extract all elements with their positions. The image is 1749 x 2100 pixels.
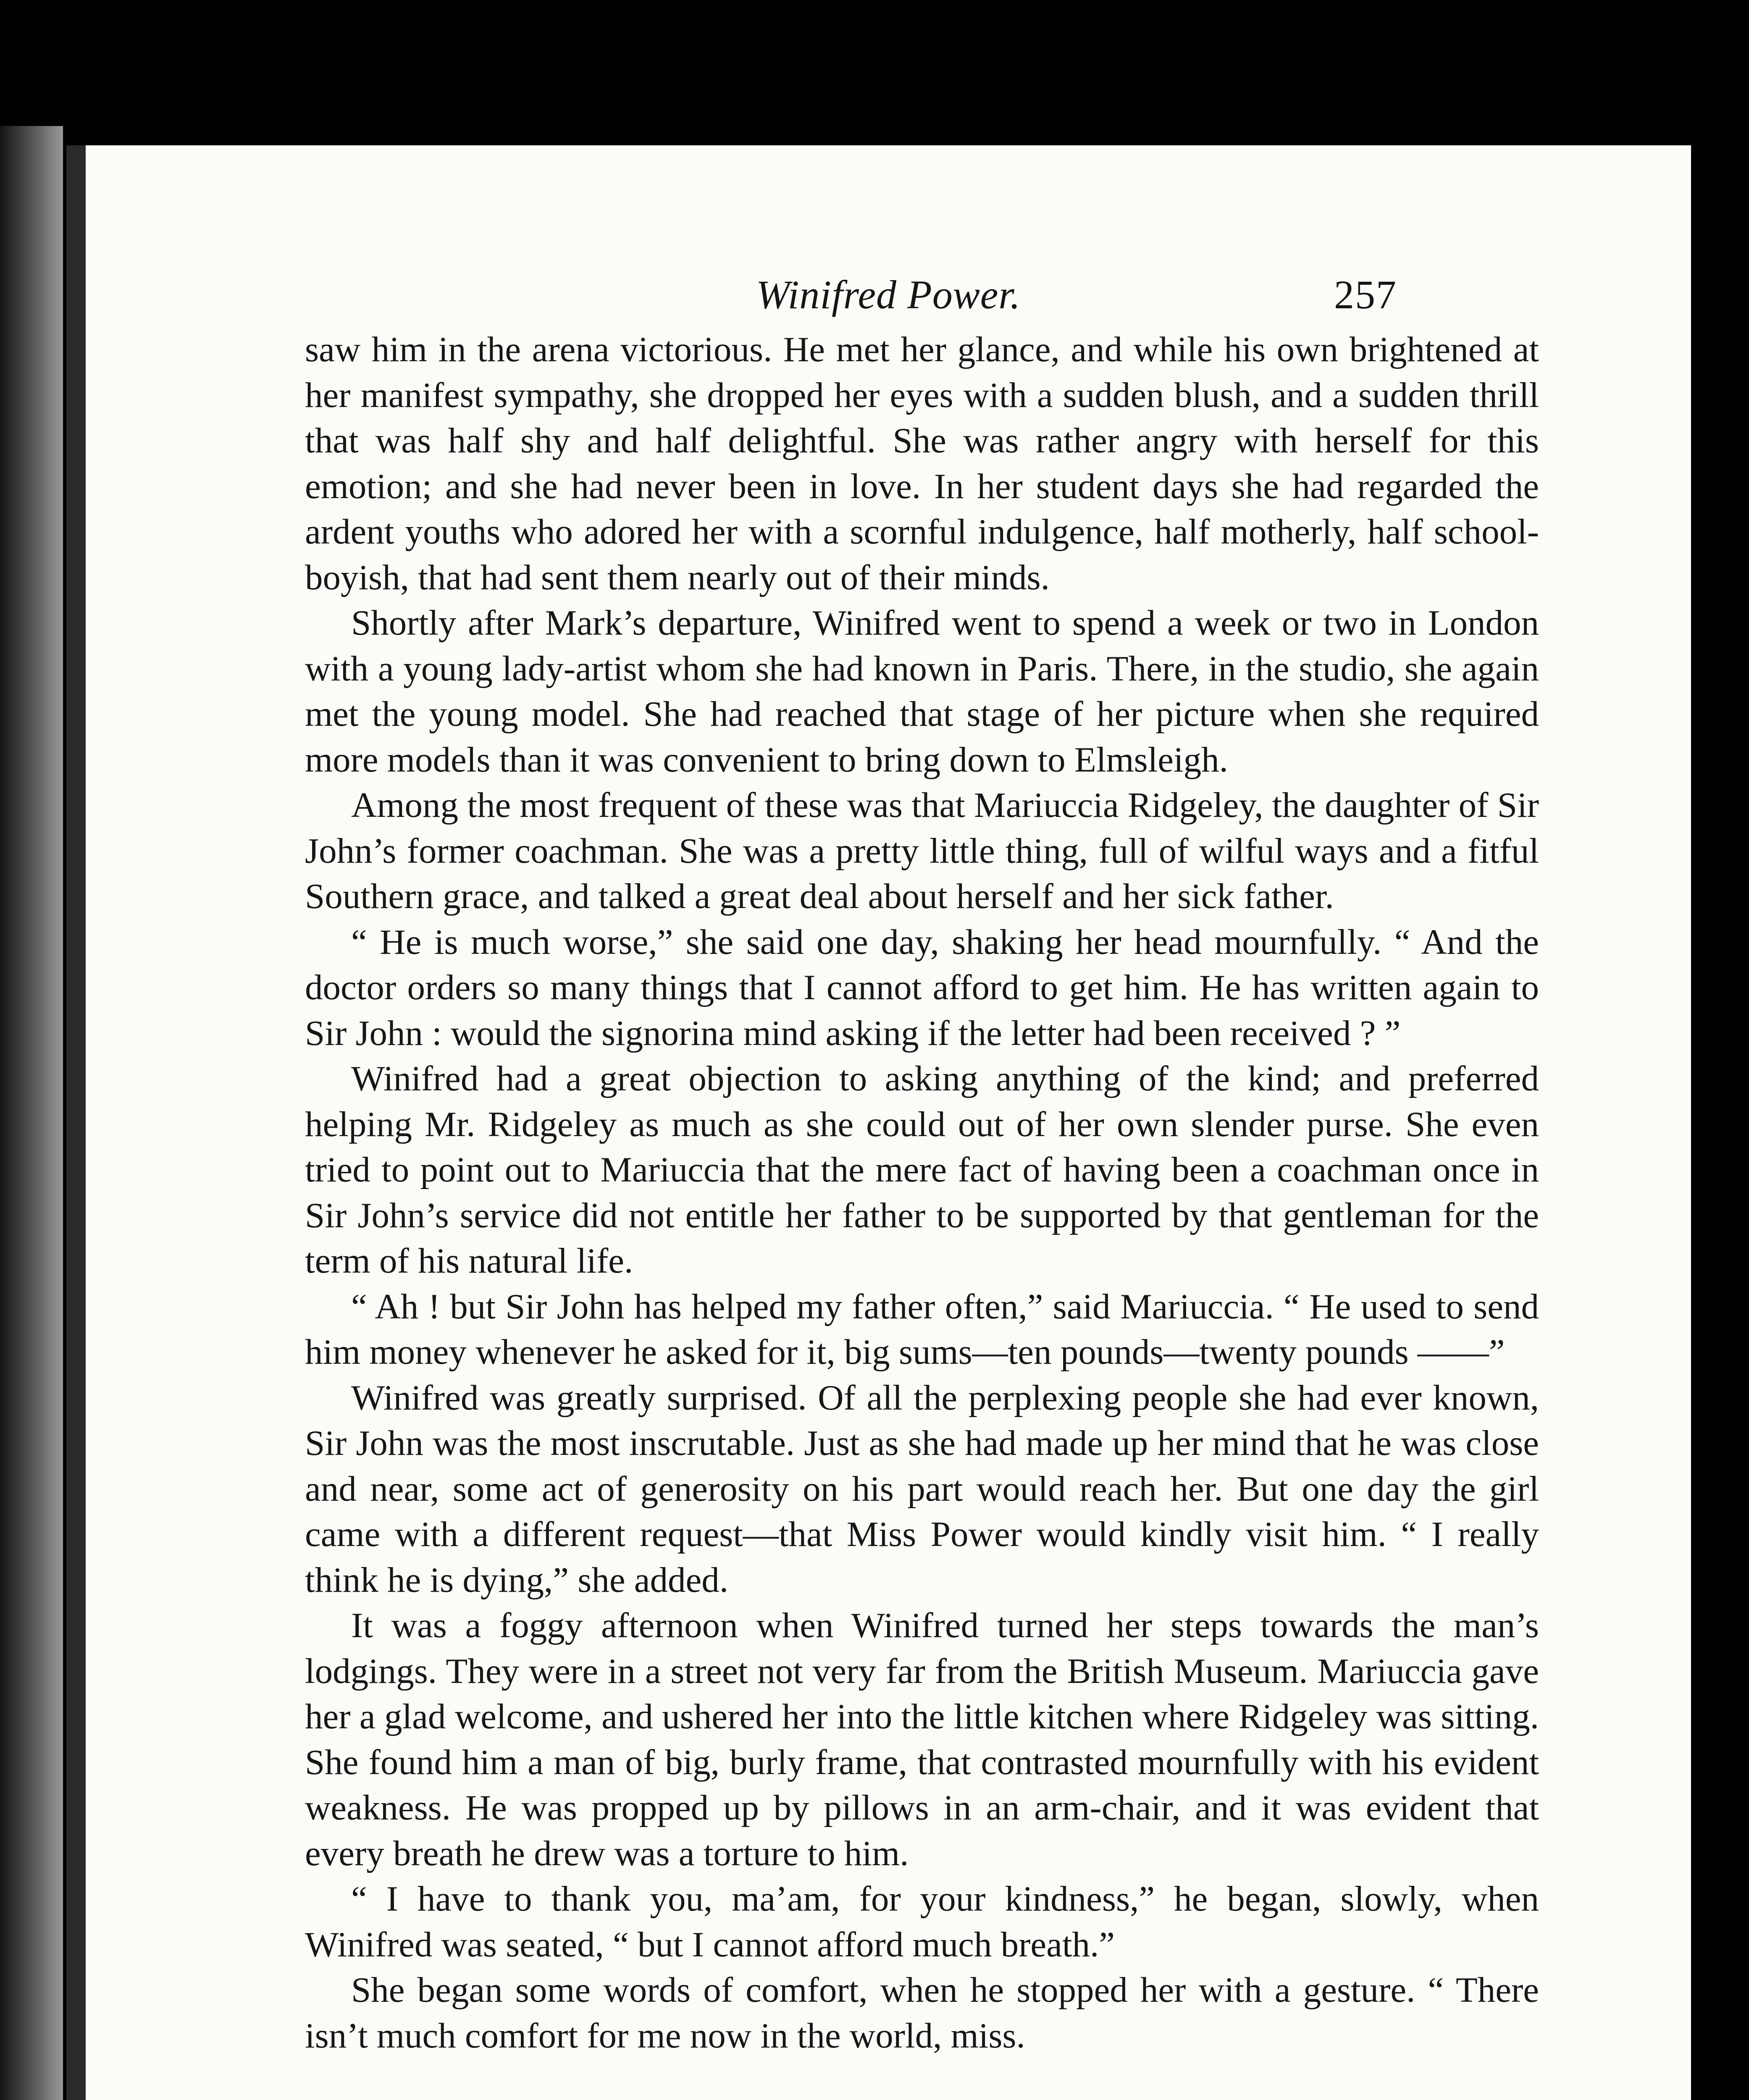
- paragraph: Shortly after Mark’s departure, Winifred went to spend a week or two in London with a young lady-artist whom she had known in Paris. There, in the studio, she again met the young model. She had reached that stage of her picture when she required more models than it was convenient to bring down to Elmsleigh.: [305, 603, 1539, 780]
- paragraph: Winifred was greatly surprised. Of all the perplexing people she had ever known, Sir John was the most inscrutable. Just as she had made up her mind that he was close and near, some act of generosity on his part would reach her. But one day the girl came with a different request—that Miss Power would kindly visit him. “ I really think he is dying,” she added.: [305, 1378, 1539, 1600]
- paragraph: It was a foggy afternoon when Winifred turned her steps towards the man’s lodgings. They were in a street not very far from the British Museum. Mariuccia gave her a glad welcome, and ushered her into the little kitchen where Ridgeley was sitting. She found him a man of big, burly frame, that contrasted mournfully with his evident weakness. He was propped up by pillows in an arm-chair, and it was evident that every breath he drew was a torture to him.: [305, 1606, 1539, 1873]
- paragraph: She began some words of comfort, when he stopped her with a gesture. “ There isn’t much comfort for me now in the world, miss.: [305, 1970, 1539, 2055]
- paragraph: “ He is much worse,” she said one day, shaking her head mournfully. “ And the doctor orders so many things that I cannot afford to get him. He has written again to Sir John : would the signorina mind asking if the letter had been received ? ”: [305, 922, 1539, 1053]
- paragraph: saw him in the arena victorious. He met her glance, and while his own brightened at her manifest sympathy, she dropped her eyes with a sudden blush, and a sudden thrill that was half shy and half delightful. She was rather angry with herself for this emotion; and she had never been in love. In her student days she had regarded the ardent youths who adored her with a scornful indulgence, half motherly, half school-boyish, that had sent them nearly out of their minds.: [305, 330, 1539, 597]
- running-title: Winifred Power.: [756, 272, 1021, 317]
- paragraph: “ I have to thank you, ma’am, for your kindness,” he began, slowly, when Winifred was seated, “ but I cannot afford much breath.”: [305, 1879, 1539, 1964]
- paragraph: “ Ah ! but Sir John has helped my father often,” said Mariuccia. “ He used to send him money whenever he asked for it, big sums—ten pounds—twenty pounds ——”: [305, 1286, 1539, 1372]
- book-page: [66, 145, 1691, 2100]
- running-header: [86, 271, 1691, 326]
- paragraph: Among the most frequent of these was that Mariuccia Ridgeley, the daughter of Sir John’s former coachman. She was a pretty little thing, full of wilful ways and a fitful Southern grace, and talked a great deal about herself and her sick father.: [305, 785, 1539, 916]
- facing-page-edge: [0, 126, 63, 2100]
- body-text: [305, 327, 1539, 2058]
- paragraph: Winifred had a great objection to asking anything of the kind; and preferred helping Mr. Ridgeley as much as she could out of her own slender purse. She even tried to point out to Mariuccia that the mere fact of having been a coachman once in Sir John’s service did not entitle her father to be supported by that gentleman for the term of his natural life.: [305, 1059, 1539, 1281]
- page-number: 257: [1334, 272, 1397, 317]
